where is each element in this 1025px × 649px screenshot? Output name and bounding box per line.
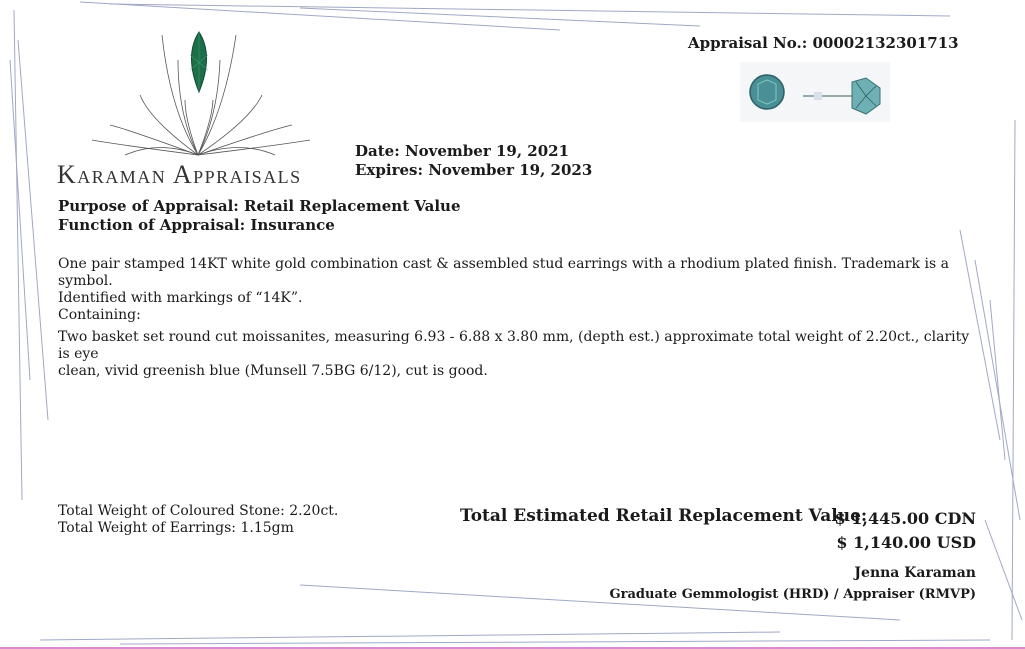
earring-weight: Total Weight of Earrings: 1.15gm: [58, 520, 294, 536]
purpose-of-appraisal: Purpose of Appraisal: Retail Replacement Value: [58, 197, 461, 215]
weights-block: [58, 503, 338, 537]
appraiser-name: Jenna Karaman: [854, 565, 976, 581]
dates-block: [355, 142, 592, 180]
expiry-date: Expires: November 19, 2023: [355, 161, 593, 179]
description-line: Identified with markings of “14K”.: [58, 290, 303, 306]
item-description: [58, 256, 978, 324]
appraisal-date: Date: November 19, 2021: [355, 142, 570, 160]
value-cdn: $ 1,445.00 CDN: [834, 509, 976, 528]
appraiser-title: Graduate Gemmologist (HRD) / Appraiser (RMVP): [609, 587, 976, 602]
description-line: Containing:: [58, 307, 141, 323]
appraisal-number: Appraisal No.: 00002132301713: [688, 34, 959, 52]
description-line: One pair stamped 14KT white gold combination cast & assembled stud earrings with a rhodium plated finish. Trademark is a symbol.: [58, 256, 949, 289]
company-name: Karaman Appraisals: [57, 160, 302, 189]
stones-description: [58, 329, 978, 380]
description-line: Two basket set round cut moissanites, measuring 6.93 - 6.88 x 3.80 mm, (depth est.) approximate total weight of 2.20ct., clarity is eye: [58, 329, 970, 362]
stone-weight: Total Weight of Coloured Stone: 2.20ct.: [58, 503, 339, 519]
description-line: clean, vivid greenish blue (Munsell 7.5BG 6/12), cut is good.: [58, 363, 488, 379]
total-value-label: Total Estimated Retail Replacement Value:: [460, 506, 868, 526]
function-of-appraisal: Function of Appraisal: Insurance: [58, 216, 335, 234]
purpose-block: [58, 197, 461, 235]
value-usd: $ 1,140.00 USD: [836, 533, 976, 552]
